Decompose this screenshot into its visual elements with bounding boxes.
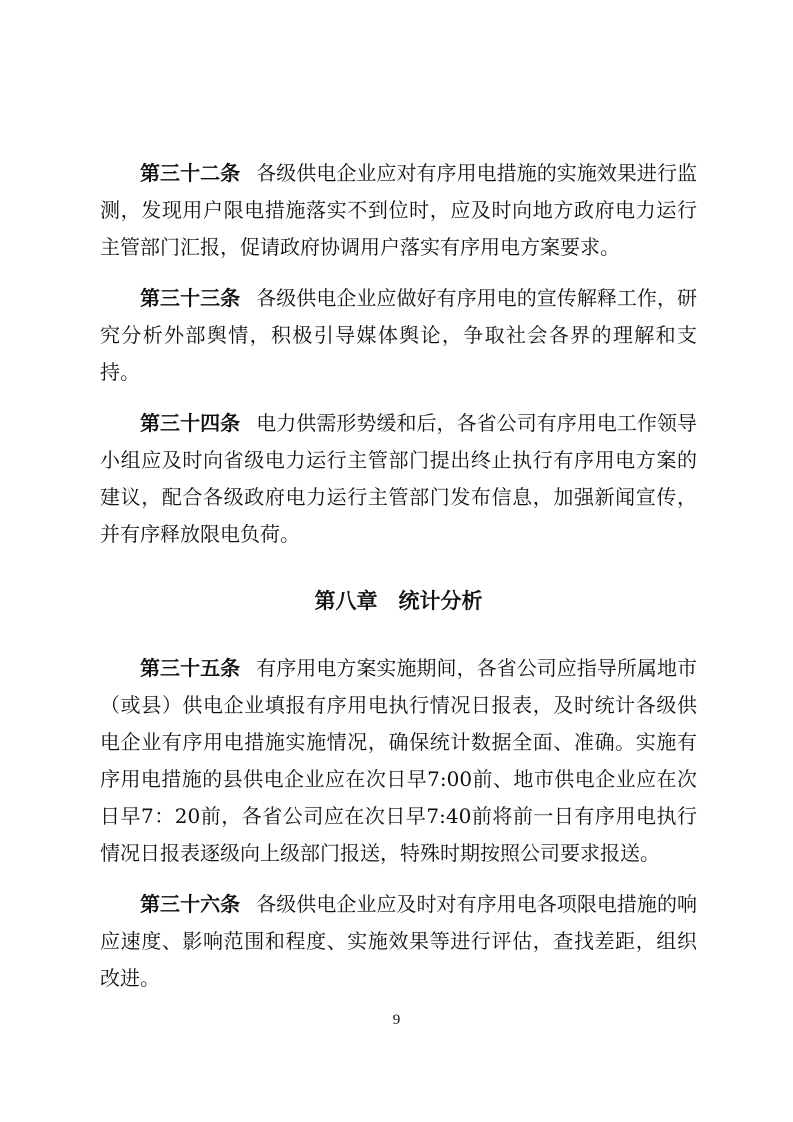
chapter-heading [100,583,697,620]
article-text: 电力供需形势缓和后，各省公司有序用电工作领导小组应及时向省级电力运行主管部门提出终止执行有序用电方案的建议，配合各级政府电力运行主管部门发布信息，加强新闻宣传，并有序释放限电负荷。 [100,411,698,546]
article-text: 各级供电企业应对有序用电措施的实施效果进行监测，发现用户限电措施落实不到位时，应及时向地方政府电力运行主管部门汇报，促请政府协调用户落实有序用电方案要求。 [100,161,698,259]
article-32 [100,155,697,266]
article-label: 第三十三条 [140,286,241,310]
article-label: 第三十四条 [140,411,241,435]
article-text: 有序用电方案实施期间，各省公司应指导所属地市（或县）供电企业填报有序用电执行情况日报表，及时统计各级供电企业有序用电措施实施情况，确保统计数据全面、准确。实施有序用电措施的县供电企业应在次日早7:00前、地市供电企业应在次日早7：20前，各省公司应在次日早7:40前将前一日有序用电执行情况日报表逐级向上级部门报送，特殊时期按照公司要求报送。 [100,656,698,865]
article-33 [100,280,697,391]
article-35 [100,650,697,872]
article-36 [100,886,697,997]
chapter-title: 统计分析 [398,589,483,613]
article-label: 第三十六条 [140,892,241,916]
article-text: 各级供电企业应及时对有序用电各项限电措施的响应速度、影响范围和程度、实施效果等进行评估，查找差距，组织改进。 [100,892,698,990]
article-34 [100,405,697,553]
article-text: 各级供电企业应做好有序用电的宣传解释工作，研究分析外部舆情，积极引导媒体舆论，争取社会各界的理解和支持。 [100,286,698,384]
article-label: 第三十五条 [140,656,241,680]
page-number: 9 [392,1012,401,1028]
article-label: 第三十二条 [140,161,241,185]
chapter-number: 第八章 [314,589,378,613]
